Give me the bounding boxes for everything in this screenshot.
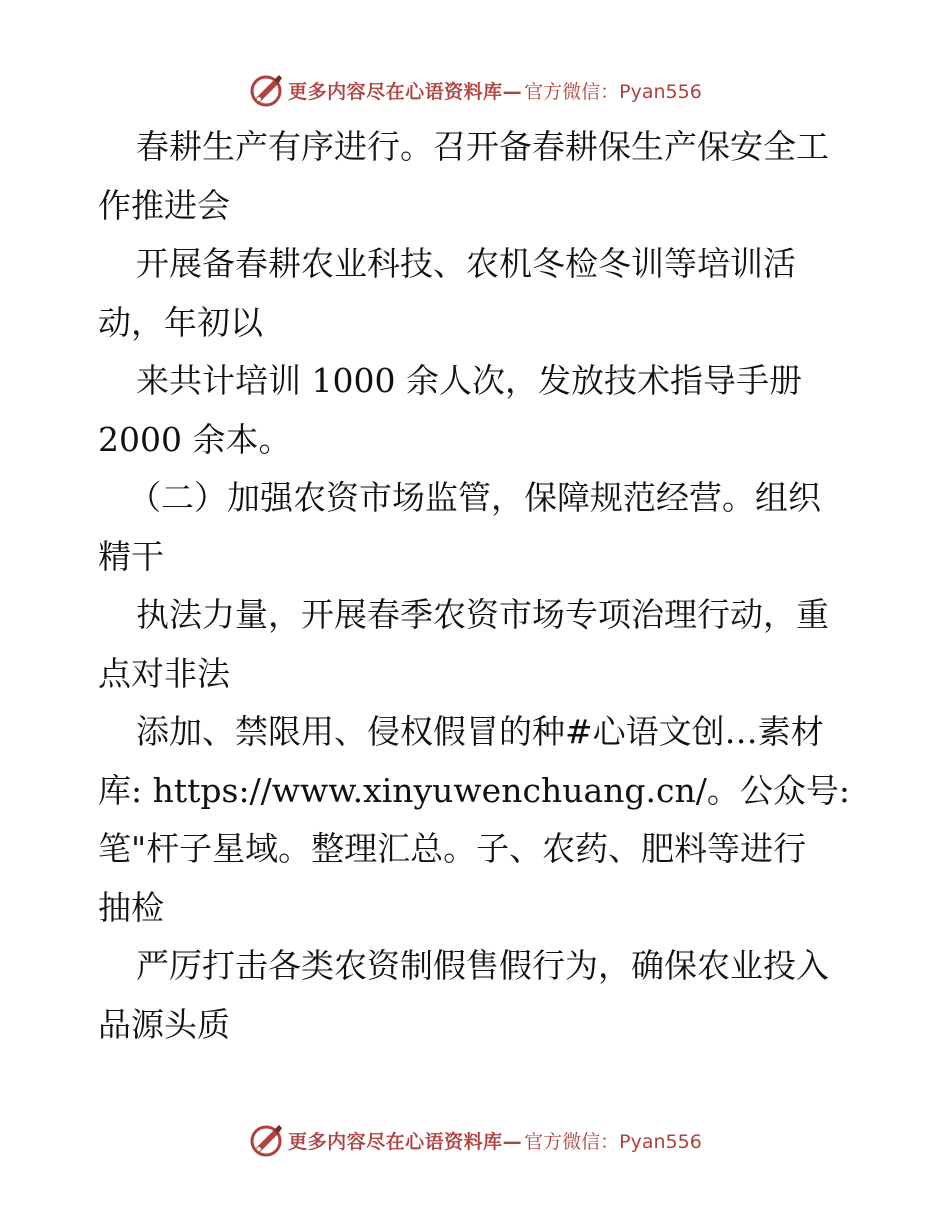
body-line: 2000 余本。 — [98, 419, 292, 459]
body-line: 开展备春耕农业科技、农机冬检冬训等培训活 — [136, 244, 796, 283]
body-line: （二）加强农资市场监管，保障规范经营。组织 — [128, 478, 821, 517]
body-line: 动，年初以 — [98, 302, 263, 342]
footer-contact-text: 官方微信：Pyan556 — [524, 1130, 702, 1153]
header-contact-text: 官方微信：Pyan556 — [524, 80, 702, 103]
document-body — [98, 118, 858, 1054]
body-line: 精干 — [98, 536, 164, 576]
footer-banner-text: 更多内容尽在心语资料库— — [288, 1130, 523, 1153]
pen-logo-icon — [248, 72, 284, 108]
footer-watermark — [0, 1120, 950, 1160]
header-watermark — [0, 70, 950, 110]
body-line: 库: https://www.xinyuwenchuang.cn/。公众号: — [98, 770, 850, 810]
body-line: 严厉打击各类农资制假售假行为，确保农业投入 — [136, 946, 829, 985]
body-line: 抽检 — [98, 887, 164, 927]
body-line: 春耕生产有序进行。召开备春耕保生产保安全工 — [136, 127, 829, 166]
body-line: 添加、禁限用、侵权假冒的种#心语文创…素材 — [136, 712, 824, 751]
pen-logo-icon — [248, 1122, 284, 1158]
body-line: 品源头质 — [98, 1004, 230, 1044]
header-banner-text: 更多内容尽在心语资料库— — [288, 80, 523, 103]
body-line: 执法力量，开展春季农资市场专项治理行动，重 — [136, 595, 829, 634]
body-line: 点对非法 — [98, 653, 230, 693]
body-line: 来共计培训 1000 余人次，发放技术指导手册 — [136, 361, 802, 400]
body-line: 作推进会 — [98, 185, 230, 225]
body-line: 笔"杆子星域。整理汇总。子、农药、肥料等进行 — [98, 829, 807, 868]
